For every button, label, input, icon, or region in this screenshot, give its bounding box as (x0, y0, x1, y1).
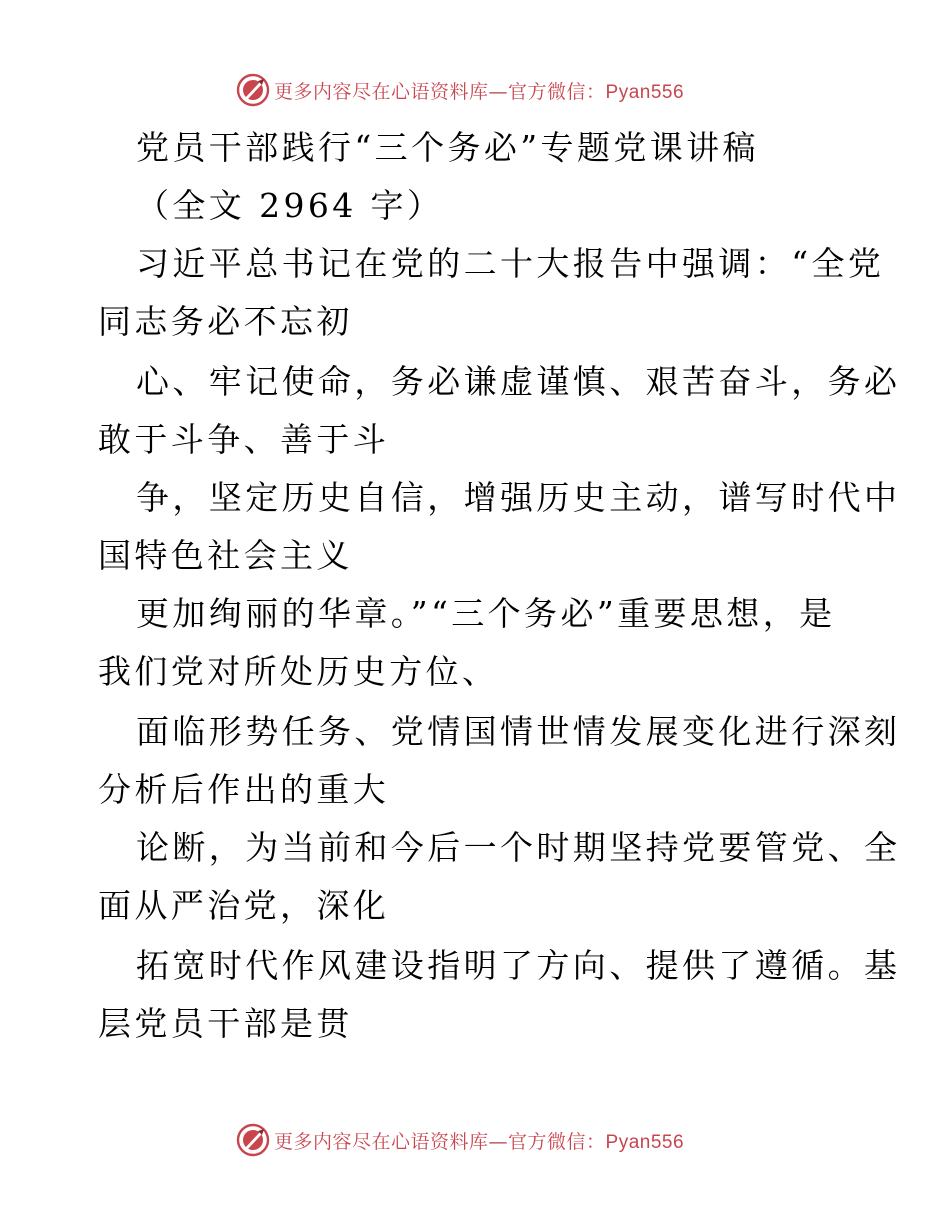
body-line: 敢于斗争、善于斗 (98, 420, 390, 459)
body-line: 我们党对所处历史方位、 (98, 652, 499, 691)
quill-seal-icon (236, 1123, 270, 1157)
body-line: 国特色社会主义 (98, 536, 353, 575)
header-watermark (236, 72, 684, 108)
body-line: 面从严治党，深化 (98, 886, 390, 925)
body-line: 论断，为当前和今后一个时期坚持党要管党、全 (136, 828, 901, 867)
body-line: 层党员干部是贯 (98, 1004, 353, 1043)
body-line: 习近平总书记在党的二十大报告中强调：“全党 (136, 244, 885, 283)
body-line: 分析后作出的重大 (98, 770, 390, 809)
watermark-text: 更多内容尽在心语资料库—官方微信：Pyan556 (274, 80, 685, 103)
quill-seal-icon (236, 73, 270, 107)
document-title: 党员干部践行“三个务必”专题党课讲稿 (136, 128, 759, 167)
watermark-text: 更多内容尽在心语资料库—官方微信：Pyan556 (274, 1130, 685, 1153)
document-subtitle: （全文 2964 字） (136, 186, 444, 225)
body-line: 同志务必不忘初 (98, 302, 353, 341)
body-line: 心、牢记使命，务必谦虚谨慎、艰苦奋斗，务必 (136, 362, 901, 401)
footer-watermark (236, 1122, 684, 1158)
body-line: 面临形势任务、党情国情世情发展变化进行深刻 (136, 712, 901, 751)
body-line: 更加绚丽的华章。”“三个务必”重要思想，是 (136, 594, 836, 633)
body-line: 争，坚定历史自信，增强历史主动，谱写时代中 (136, 478, 901, 517)
body-line: 拓宽时代作风建设指明了方向、提供了遵循。基 (136, 946, 901, 985)
